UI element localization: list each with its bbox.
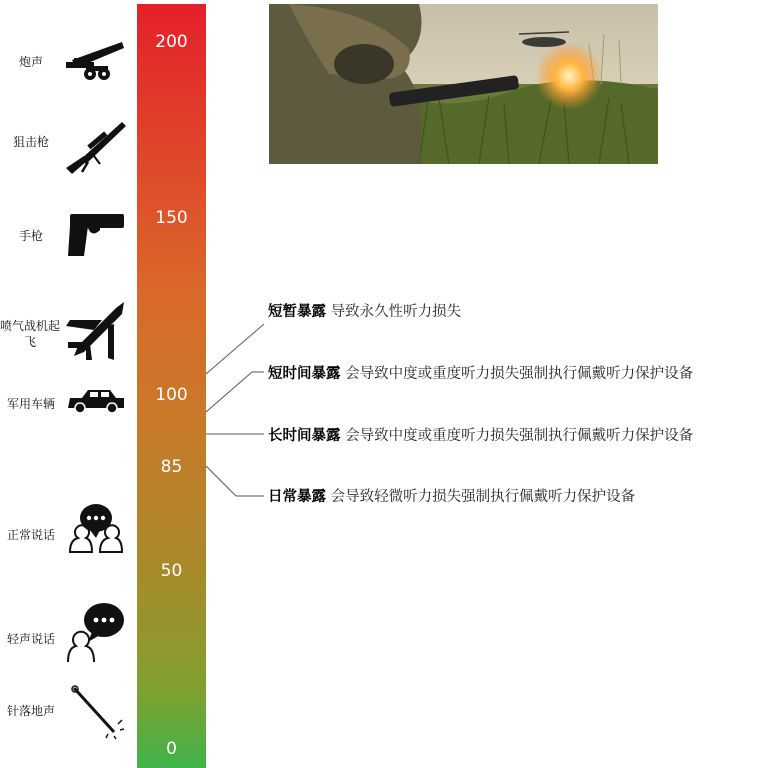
source-label-pin: 针落地声 bbox=[6, 704, 55, 718]
source-label-vehicle: 军用车辆 bbox=[6, 397, 55, 411]
tick-50: 50 bbox=[160, 561, 183, 581]
tick-200: 200 bbox=[155, 32, 188, 52]
source-label-speech: 正常说话 bbox=[6, 528, 55, 542]
zone-long-exposure bbox=[268, 426, 693, 446]
zone-desc: 会导致轻微听力损失强制执行佩戴听力保护设备 bbox=[326, 489, 636, 505]
zone-desc: 会导致中度或重度听力损失强制执行佩戴听力保护设备 bbox=[340, 428, 694, 444]
source-label-whisper: 轻声说话 bbox=[6, 632, 55, 646]
source-label-jet: 喷气战机起飞 bbox=[0, 319, 61, 349]
zone-title: 短时间暴露 bbox=[268, 366, 341, 382]
source-label-sniper: 狙击枪 bbox=[12, 135, 49, 149]
zone-daily-exposure bbox=[268, 487, 635, 507]
zone-title: 短暂暴露 bbox=[268, 304, 326, 320]
source-label-cannon: 炮声 bbox=[18, 55, 43, 69]
zone-title: 长时间暴露 bbox=[268, 428, 341, 444]
zone-short-exposure bbox=[268, 302, 461, 322]
tick-85: 85 bbox=[160, 457, 183, 477]
tick-150: 150 bbox=[155, 208, 188, 228]
zone-desc: 导致永久性听力损失 bbox=[326, 304, 462, 320]
tick-100: 100 bbox=[155, 385, 188, 405]
zone-title: 日常暴露 bbox=[268, 489, 326, 505]
source-label-pistol: 手枪 bbox=[18, 229, 43, 243]
tick-0: 0 bbox=[166, 739, 177, 759]
zone-desc: 会导致中度或重度听力损失强制执行佩戴听力保护设备 bbox=[340, 366, 694, 382]
zone-brief-exposure bbox=[268, 364, 693, 384]
